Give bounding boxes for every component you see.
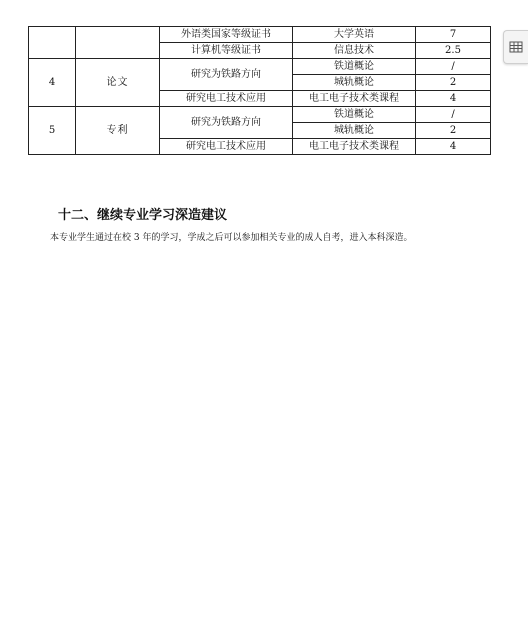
table-row xyxy=(29,59,491,75)
table-cell-empty xyxy=(76,27,160,59)
table-cell-credit: 7 xyxy=(416,27,491,43)
table-cell-item: 研究电工技术应用 xyxy=(160,91,293,107)
table-cell-number: 5 xyxy=(29,107,76,155)
table-cell-item: 研究为铁路方向 xyxy=(160,107,293,139)
table-cell-credit: / xyxy=(416,59,491,75)
table-cell-type: 专利 xyxy=(76,107,160,155)
section-heading: 十二、继续专业学习深造建议 xyxy=(58,208,228,223)
table-cell-item: 计算机等级证书 xyxy=(160,43,293,59)
table-cell-course: 电工电子技术类课程 xyxy=(293,139,416,155)
table-cell-number: 4 xyxy=(29,59,76,107)
table-cell-empty xyxy=(29,27,76,59)
table-cell-course: 城轨概论 xyxy=(293,75,416,91)
table-cell-item: 研究为铁路方向 xyxy=(160,59,293,91)
table-cell-course: 电工电子技术类课程 xyxy=(293,91,416,107)
table-cell-course: 大学英语 xyxy=(293,27,416,43)
table-grid-icon xyxy=(509,40,523,54)
table-cell-course: 铁道概论 xyxy=(293,107,416,123)
table-cell-item: 外语类国家等级证书 xyxy=(160,27,293,43)
table-cell-item: 研究电工技术应用 xyxy=(160,139,293,155)
table-cell-credit: / xyxy=(416,107,491,123)
credit-table xyxy=(28,26,491,155)
table-cell-credit: 4 xyxy=(416,91,491,107)
table-cell-credit: 4 xyxy=(416,139,491,155)
table-cell-course: 铁道概论 xyxy=(293,59,416,75)
table-cell-credit: 2.5 xyxy=(416,43,491,59)
table-cell-type: 论文 xyxy=(76,59,160,107)
table-cell-course: 信息技术 xyxy=(293,43,416,59)
table-tool-button[interactable] xyxy=(503,30,528,64)
table-row xyxy=(29,107,491,123)
table-row xyxy=(29,27,491,43)
section-paragraph: 本专业学生通过在校 3 年的学习，学成之后可以参加相关专业的成人自考，进入本科深造。 xyxy=(50,233,413,243)
table-cell-credit: 2 xyxy=(416,75,491,91)
table-cell-credit: 2 xyxy=(416,123,491,139)
table-cell-course: 城轨概论 xyxy=(293,123,416,139)
